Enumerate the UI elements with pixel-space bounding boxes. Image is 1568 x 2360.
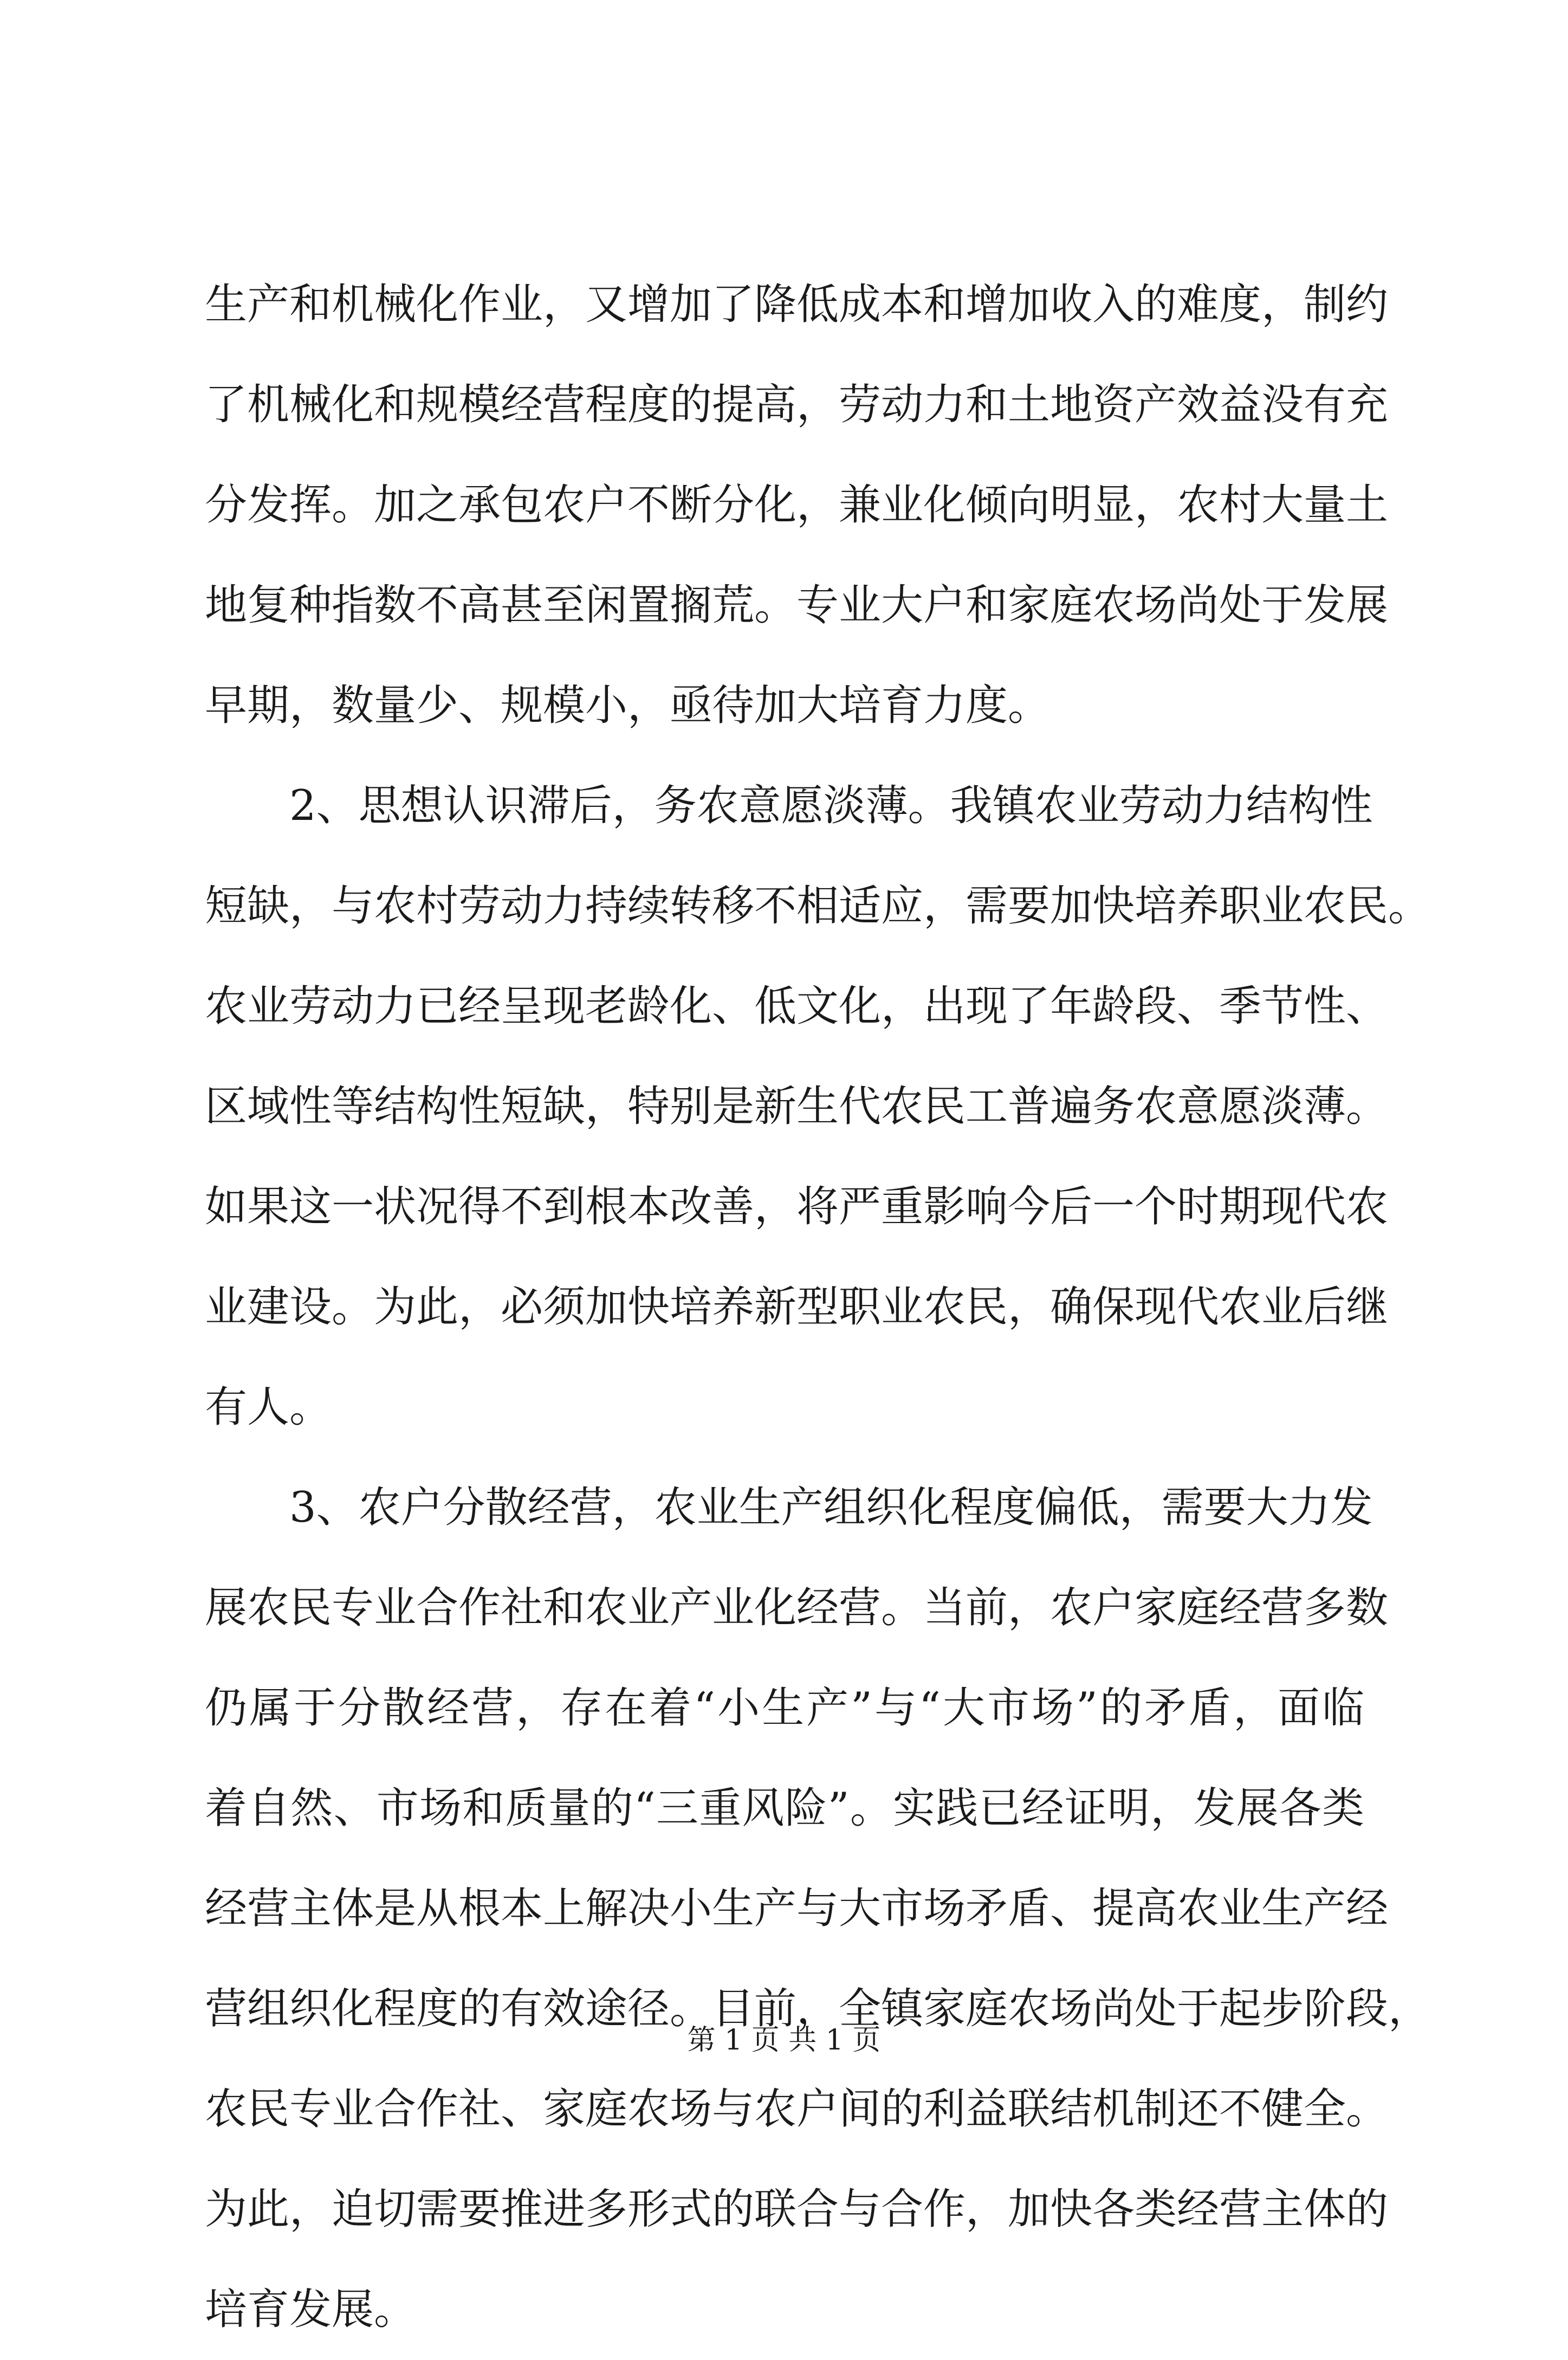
text-line: 有人。	[205, 1383, 332, 1432]
text-line: 农业劳动力已经呈现老龄化、低文化，出现了年龄段、季节性、	[205, 982, 1389, 1031]
text-line: 为此，迫切需要推进多形式的联合与合作，加快各类经营主体的	[205, 2185, 1389, 2234]
text-line: 培育发展。	[205, 2285, 417, 2334]
text-line: 3、农户分散经营，农业生产组织化程度偏低，需要大力发	[289, 1483, 1373, 1532]
text-line: 地复种指数不高甚至闲置搁荒。专业大户和家庭农场尚处于发展	[205, 581, 1389, 630]
text-line: 短缺，与农村劳动力持续转移不相适应，需要加快培养职业农民。	[205, 882, 1431, 930]
text-line: 展农民专业合作社和农业产业化经营。当前，农户家庭经营多数	[205, 1583, 1389, 1632]
text-line: 分发挥。加之承包农户不断分化，兼业化倾向明显，农村大量土	[205, 481, 1389, 529]
text-line: 农民专业合作社、家庭农场与农户间的利益联结机制还不健全。	[205, 2085, 1389, 2133]
text-line: 早期，数量少、规模小，亟待加大培育力度。	[205, 681, 1051, 730]
text-line: 经营主体是从根本上解决小生产与大市场矛盾、提高农业生产经	[205, 1884, 1389, 1933]
text-line: 了机械化和规模经营程度的提高，劳动力和土地资产效益没有充	[205, 380, 1389, 429]
text-line: 2、思想认识滞后，务农意愿淡薄。我镇农业劳动力结构性	[289, 781, 1373, 830]
text-line: 生产和机械化作业，又增加了降低成本和增加收入的难度，制约	[205, 280, 1389, 329]
text-line: 仍属于分散经营，存在着“小生产”与“大市场”的矛盾，面临	[205, 1684, 1364, 1732]
text-line: 如果这一状况得不到根本改善，将严重影响今后一个时期现代农	[205, 1182, 1389, 1231]
text-line: 业建设。为此，必须加快培养新型职业农民，确保现代农业后继	[205, 1283, 1389, 1331]
paragraph	[205, 255, 1389, 756]
text-line: 着自然、市场和质量的“三重风险”。实践已经证明，发展各类	[205, 1784, 1364, 1833]
paragraph	[205, 1458, 1431, 2360]
text-line: 营组织化程度的有效途径。目前，全镇家庭农场尚处于起步阶段，	[205, 1984, 1431, 2033]
page-footer: 第 1 页 共 1 页	[687, 2024, 881, 2057]
text-line: 区域性等结构性短缺，特别是新生代农民工普遍务农意愿淡薄。	[205, 1082, 1389, 1131]
paragraph	[205, 756, 1431, 1458]
